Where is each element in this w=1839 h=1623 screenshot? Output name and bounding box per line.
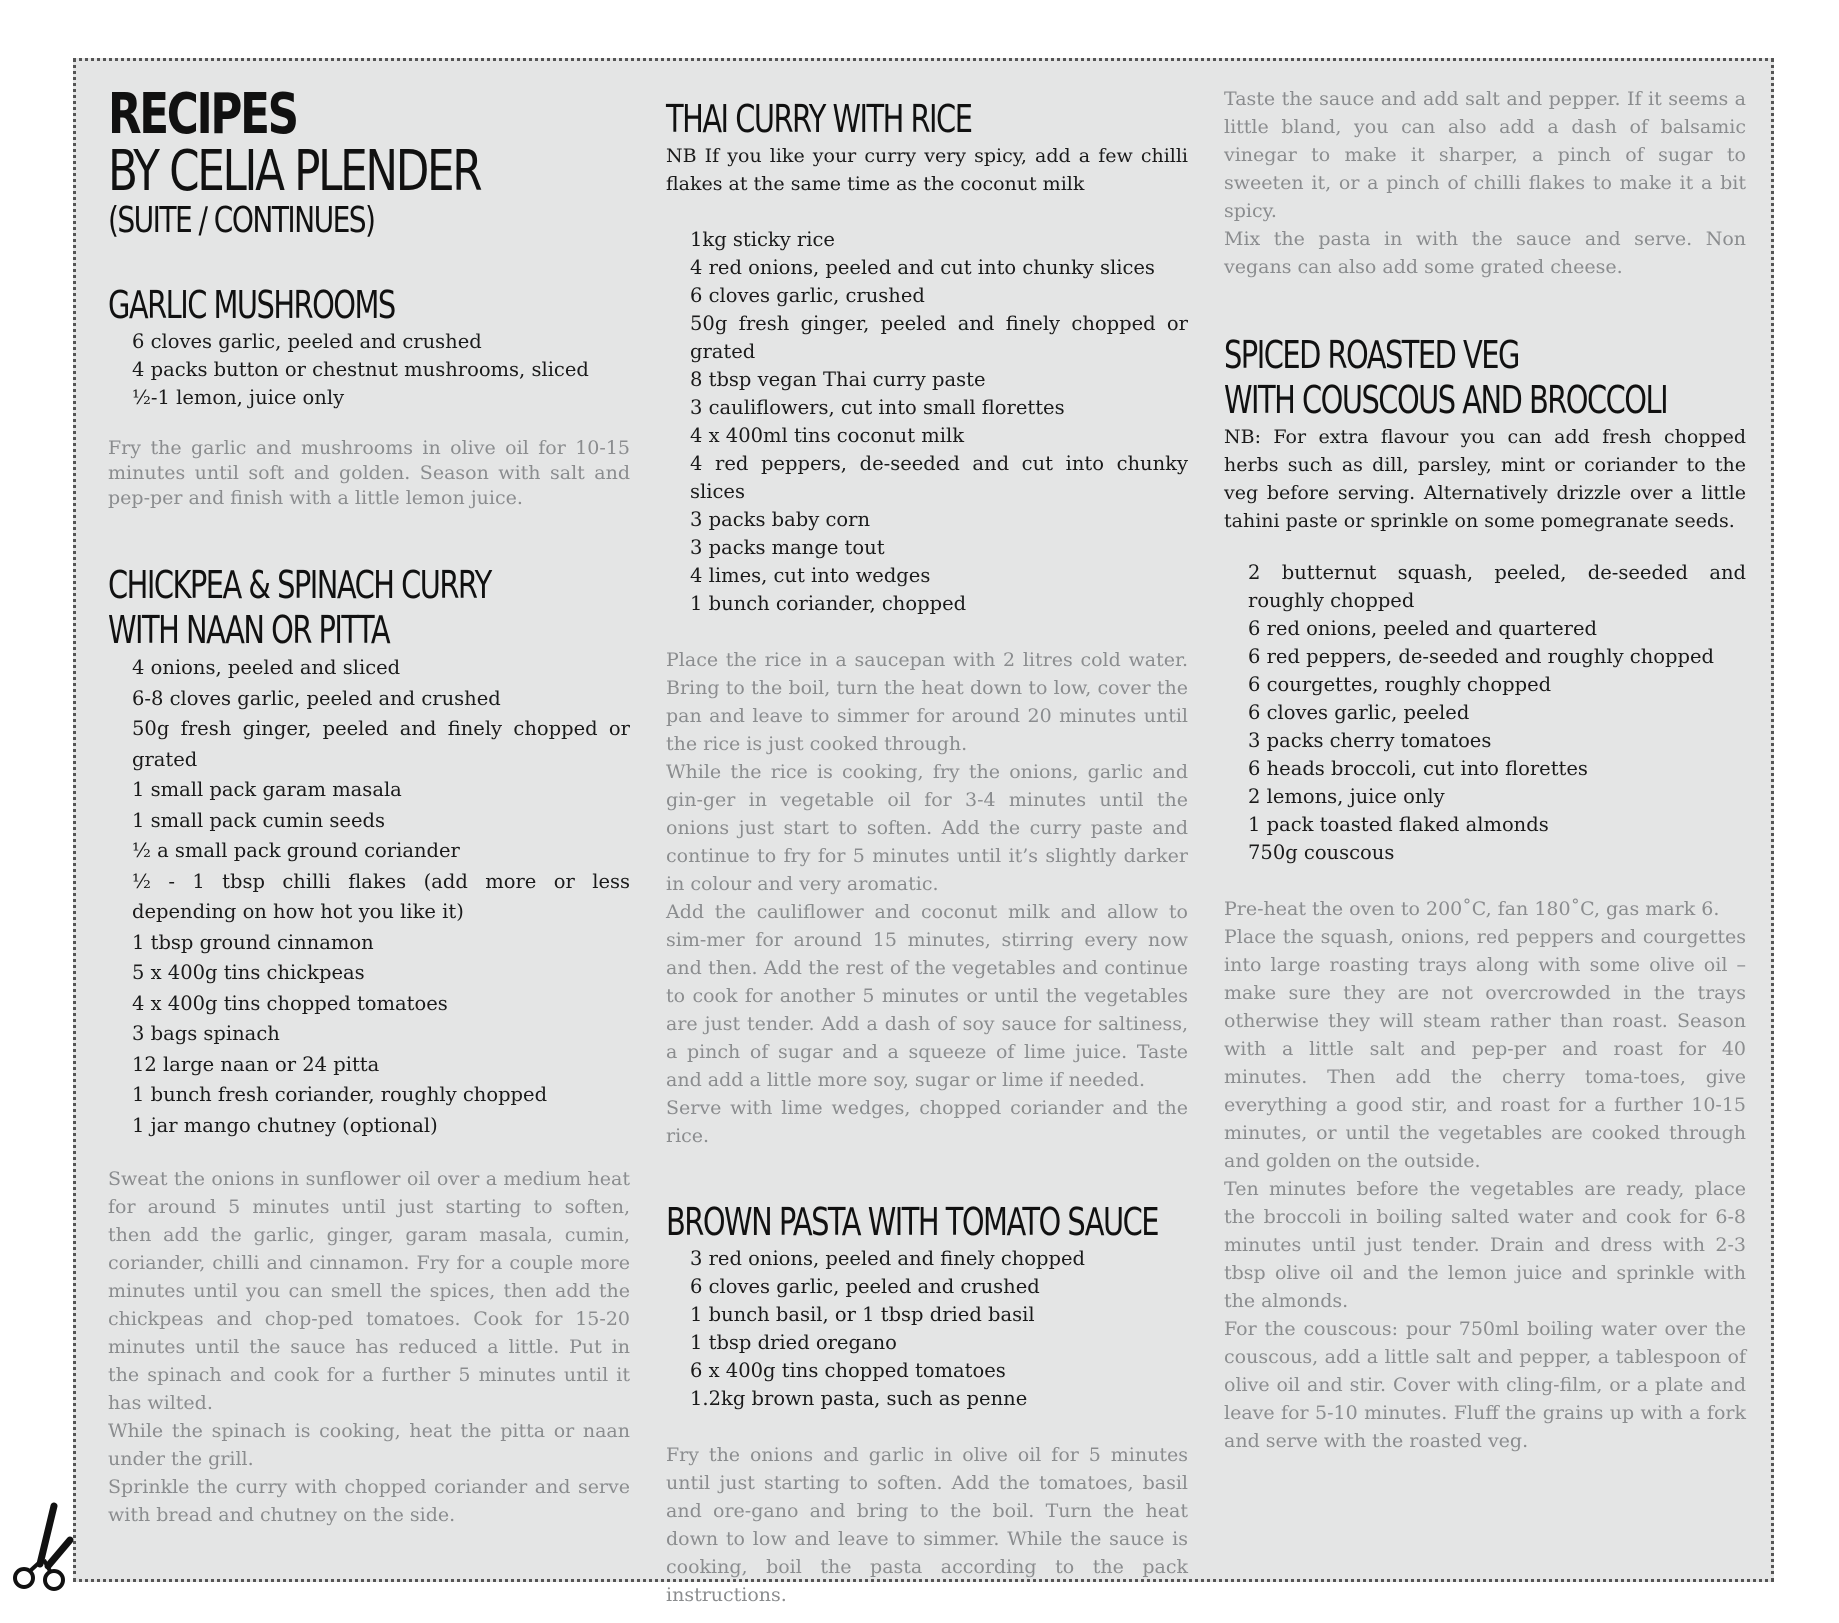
recipe-title-line2: WITH COUSCOUS AND BROCCOLI xyxy=(1224,378,1668,422)
method-paragraph: Fry the onions and garlic in olive oil for 5 minutes until just starting to soften. Add the tomatoes, basil and ore-gano and bring to the boil. Turn the heat down to low and leave to simmer. While the sauce is cooking, boil the pasta according to the pack instructions. xyxy=(666,1444,1188,1606)
ingredient-item: ½ - 1 tbsp chilli flakes (add more or less depending on how hot you like it) xyxy=(132,869,630,923)
ingredient-item: ½ a small pack ground coriander xyxy=(132,839,460,862)
recipe-title: BROWN PASTA WITH TOMATO SAUCE xyxy=(666,1200,1159,1244)
method-paragraph: Fry the garlic and mushrooms in olive oil for 10-15 minutes until soft and golden. Season with salt and pep-per and finish with a little lemon juice. xyxy=(108,437,630,509)
ingredient-list xyxy=(108,328,630,412)
page-header xyxy=(108,82,630,241)
ingredient-item: 6-8 cloves garlic, peeled and crushed xyxy=(132,686,501,710)
method-paragraph: Sprinkle the curry with chopped coriander and serve with bread and chutney on the side. xyxy=(108,1476,630,1526)
ingredient-item: 4 limes, cut into wedges xyxy=(690,564,931,587)
ingredient-item: 6 cloves garlic, crushed xyxy=(690,284,925,307)
method-text xyxy=(108,436,630,511)
ingredient-item: ½-1 lemon, juice only xyxy=(132,386,345,409)
ingredient-item: 2 lemons, juice only xyxy=(1248,785,1445,808)
ingredient-item: 1 small pack cumin seeds xyxy=(132,808,385,832)
method-paragraph: Pre-heat the oven to 200˚C, fan 180˚C, gas mark 6. xyxy=(1224,898,1720,920)
ingredient-item: 3 packs mange tout xyxy=(690,536,885,559)
ingredient-item: 6 cloves garlic, peeled and crushed xyxy=(690,1275,1040,1298)
ingredient-item: 1.2kg brown pasta, such as penne xyxy=(690,1387,1028,1410)
ingredient-item: 1kg sticky rice xyxy=(690,228,835,251)
ingredient-item: 6 red peppers, de-seeded and roughly chopped xyxy=(1248,645,1714,668)
ingredient-item: 6 courgettes, roughly chopped xyxy=(1248,673,1552,696)
method-paragraph: While the spinach is cooking, heat the pitta or naan under the grill. xyxy=(108,1420,630,1470)
column-left xyxy=(108,82,630,1529)
recipe-title-line2: WITH NAAN OR PITTA xyxy=(108,608,390,652)
method-text xyxy=(108,1165,630,1529)
ingredient-item: 3 red onions, peeled and finely chopped xyxy=(690,1247,1086,1270)
recipe-note: NB: For extra flavour you can add fresh chopped herbs such as dill, parsley, mint or coriander to the veg before serving. Alternatively drizzle over a little tahini paste or sprinkle on some pomegranate seeds. xyxy=(1224,426,1746,532)
method-paragraph: Add the cauliflower and coconut milk and allow to sim-mer for around 15 minutes, stirring every now and then. Add the rest of the vegetables and continue to cook for another 5 minutes or until the vegetables are just tender. Add a dash of soy sauce for saltiness, a pinch of sugar and a squeeze of lime juice. Taste and add a little more soy, sugar or lime if needed. xyxy=(666,901,1188,1091)
ingredient-item: 3 packs cherry tomatoes xyxy=(1248,729,1492,752)
ingredient-item: 6 x 400g tins chopped tomatoes xyxy=(690,1359,1006,1382)
method-paragraph: Place the squash, onions, red peppers and courgettes into large roasting trays along with some olive oil – make sure they are not overcrowded in the trays otherwise they will steam rather than roast. Season with a little salt and pep-per and roast for 40 minutes. Then add the cherry toma-toes, give everything a good stir, and roast for a further 10-15 minutes, or until the vegetables are cooked through and golden on the outside. xyxy=(1224,926,1746,1172)
method-paragraph: Ten minutes before the vegetables are ready, place the broccoli in boiling salted water and cook for 6-8 minutes until just tender. Drain and dress with 2-3 tbsp olive oil and the lemon juice and sprinkle with the almonds. xyxy=(1224,1178,1746,1312)
ingredient-item: 1 tbsp ground cinnamon xyxy=(132,930,374,954)
ingredient-item: 50g fresh ginger, peeled and finely chopped or grated xyxy=(132,717,630,771)
ingredient-item: 1 jar mango chutney (optional) xyxy=(132,1113,438,1137)
ingredient-item: 4 x 400ml tins coconut milk xyxy=(690,424,965,447)
method-paragraph: Place the rice in a saucepan with 2 litres cold water. Bring to the boil, turn the heat down to low, cover the pan and leave to simmer for around 20 minutes until the rice is just cooked through. xyxy=(666,649,1188,755)
ingredient-item: 3 packs baby corn xyxy=(690,508,871,531)
column-middle xyxy=(666,87,1188,1609)
ingredient-item: 1 bunch coriander, chopped xyxy=(690,592,967,615)
ingredient-item: 4 red peppers, de-seeded and cut into chunky slices xyxy=(690,452,1188,503)
recipe-title-line1: SPICED ROASTED VEG xyxy=(1224,333,1519,377)
method-paragraph: While the rice is cooking, fry the onions, garlic and gin-ger in vegetable oil for 3-4 minutes until the onions just start to soften. Add the curry paste and continue to fry for 5 minutes until it’s slightly darker in colour and very aromatic. xyxy=(666,761,1188,895)
page-title: RECIPES xyxy=(108,82,297,147)
ingredient-item: 1 tbsp dried oregano xyxy=(690,1331,897,1354)
ingredient-item: 750g couscous xyxy=(1248,841,1395,864)
ingredient-list xyxy=(108,653,630,1141)
ingredient-item: 1 pack toasted flaked almonds xyxy=(1248,813,1549,836)
ingredient-item: 4 packs button or chestnut mushrooms, sliced xyxy=(132,358,589,381)
ingredient-item: 8 tbsp vegan Thai curry paste xyxy=(690,368,986,391)
method-paragraph: Mix the pasta in with the sauce and serve. Non vegans can also add some grated cheese. xyxy=(1224,228,1746,278)
ingredient-item: 1 bunch basil, or 1 tbsp dried basil xyxy=(690,1303,1035,1326)
method-text xyxy=(666,1441,1188,1609)
recipe-cutout-sheet xyxy=(73,58,1774,1606)
recipe-chickpea-curry xyxy=(108,563,630,1529)
recipe-title: THAI CURRY WITH RICE xyxy=(666,97,972,141)
column-right xyxy=(1224,87,1746,1455)
ingredient-item: 12 large naan or 24 pitta xyxy=(132,1052,380,1076)
recipe-note: NB If you like your curry very spicy, add a few chilli flakes at the same time as the coconut milk xyxy=(666,145,1188,195)
scissors-icon xyxy=(10,1500,74,1596)
method-text xyxy=(1224,895,1746,1455)
ingredient-item: 1 small pack garam masala xyxy=(132,778,402,801)
method-paragraph: Serve with lime wedges, chopped coriander and the rice. xyxy=(666,1097,1188,1147)
page-continues-label: (SUITE / CONTINUES) xyxy=(108,200,375,241)
method-text xyxy=(666,646,1188,1150)
method-paragraph: Sweat the onions in sunflower oil over a medium heat for around 5 minutes until just starting to soften, then add the garlic, ginger, garam masala, cumin, coriander, chilli and cinnamon. Fry for a couple more minutes until you can smell the spices, then add the chickpeas and chop-ped tomatoes. Cook for 15-20 minutes until the sauce has reduced a little. Put in the spinach and cook for a further 5 minutes until it has wilted. xyxy=(108,1168,630,1414)
recipe-title-line1: CHICKPEA & SPINACH CURRY xyxy=(108,563,491,607)
ingredient-item: 2 butternut squash, peeled, de-seeded and roughly chopped xyxy=(1248,561,1746,612)
page-byline: BY CELIA PLENDER xyxy=(108,139,481,204)
ingredient-item: 4 onions, peeled and sliced xyxy=(132,656,401,679)
ingredient-item: 1 bunch fresh coriander, roughly chopped xyxy=(132,1083,548,1106)
ingredient-item: 6 cloves garlic, peeled and crushed xyxy=(132,330,482,353)
recipe-title: GARLIC MUSHROOMS xyxy=(108,283,395,327)
ingredient-item: 4 x 400g tins chopped tomatoes xyxy=(132,991,448,1015)
recipe-garlic-mushrooms xyxy=(108,283,630,511)
recipe-thai-curry xyxy=(666,97,1188,1150)
ingredient-item: 3 bags spinach xyxy=(132,1022,280,1045)
ingredient-item: 4 red onions, peeled and cut into chunky slices xyxy=(690,256,1155,279)
ingredient-item: 50g fresh ginger, peeled and finely chopped or grated xyxy=(690,312,1188,363)
pasta-method-continued xyxy=(1224,85,1746,281)
ingredient-item: 6 red onions, peeled and quartered xyxy=(1248,617,1597,640)
ingredient-list xyxy=(1224,559,1746,867)
ingredient-item: 5 x 400g tins chickpeas xyxy=(132,961,365,984)
method-paragraph: Taste the sauce and add salt and pepper. If it seems a little bland, you can also add a dash of balsamic vinegar to make it sharper, a pinch of sugar to sweeten it, or a pinch of chilli flakes to make it a bit spicy. xyxy=(1224,88,1746,222)
ingredient-list xyxy=(666,226,1188,618)
ingredient-item: 6 heads broccoli, cut into florettes xyxy=(1248,757,1588,780)
ingredient-item: 3 cauliflowers, cut into small florettes xyxy=(690,396,1065,419)
ingredient-list xyxy=(666,1245,1188,1413)
recipe-roasted-veg xyxy=(1224,333,1746,1455)
recipe-brown-pasta xyxy=(666,1200,1188,1609)
method-paragraph: For the couscous: pour 750ml boiling water over the couscous, add a little salt and pepper, a tablespoon of olive oil and stir. Cover with cling-film, or a plate and leave for 5-10 minutes. Fluff the grains up with a fork and serve with the roasted veg. xyxy=(1224,1318,1746,1452)
ingredient-item: 6 cloves garlic, peeled xyxy=(1248,701,1470,724)
